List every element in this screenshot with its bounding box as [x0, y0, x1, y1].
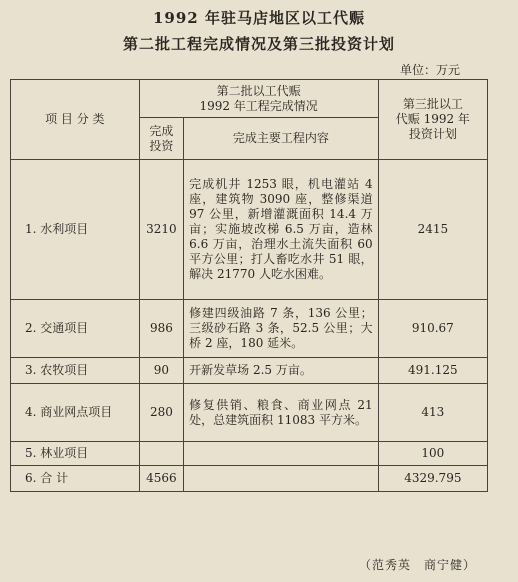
row-category: 3. 农牧项目 [11, 358, 140, 384]
row-plan: 2415 [378, 160, 487, 300]
row-content: 开新发草场 2.5 万亩。 [184, 358, 379, 384]
table-row-total [11, 466, 488, 492]
header-completed-line-2: 投资 [149, 138, 174, 153]
header-category: 项 目 分 类 [11, 80, 140, 160]
row-completed: 3210 [139, 160, 184, 300]
header-group-line-2: 1992 年工程完成情况 [199, 98, 318, 113]
row-completed: 90 [139, 358, 184, 384]
row-completed: 986 [139, 300, 184, 358]
row-plan: 413 [378, 384, 487, 442]
row-plan: 491.125 [378, 358, 487, 384]
row-content: 修建四级油路 7 条，136 公里；三级砂石路 3 条，52.5 公里；大桥 2 座，180 延米。 [184, 300, 379, 358]
row-completed: 4566 [139, 466, 184, 492]
row-completed [139, 442, 184, 466]
row-category: 2. 交通项目 [11, 300, 140, 358]
unit-label: 单位：万元 [399, 63, 460, 77]
header-main-content: 完成主要工程内容 [184, 118, 379, 160]
title-line-2: 第二批工程完成情况及第三批投资计划 [122, 35, 395, 53]
header-row-1 [11, 80, 488, 118]
table-row [11, 160, 488, 300]
investment-table [10, 79, 488, 492]
row-category: 1. 水利项目 [11, 160, 140, 300]
row-content [184, 466, 379, 492]
row-content: 修复供销、粮食、商业网点 21 处，总建筑面积 11083 平方米。 [184, 384, 379, 442]
table-row [11, 300, 488, 358]
row-category: 4. 商业网点项目 [11, 384, 140, 442]
header-group-line-1: 第二批以工代赈 [216, 83, 301, 98]
header-plan-line-2: 代赈 1992 年 [395, 112, 470, 126]
row-plan: 4329.795 [378, 466, 487, 492]
author-credit: （范秀英 商宁健） [358, 558, 476, 572]
table-row [11, 358, 488, 384]
header-plan [378, 80, 487, 160]
row-content [184, 442, 379, 466]
row-plan: 100 [378, 442, 487, 466]
row-category: 5. 林业项目 [11, 442, 140, 466]
row-content: 完成机井 1253 眼，机电灌站 4 座，建筑物 3090 座，整修渠道 97 公里，新增灌溉面积 14.4 万亩；实施坡改梯 6.5 万亩，造林 6.6 万亩，治理水土流失面积 60 平方公里；打人畜吃水井 51 眼，解决 21770 人吃水困难。 [184, 160, 379, 300]
row-plan: 910.67 [378, 300, 487, 358]
table-row [11, 384, 488, 442]
header-completed-line-1: 完成 [149, 123, 174, 138]
header-completed-investment [139, 118, 184, 160]
title-line-1: 1992 年驻马店地区以工代赈 [153, 9, 365, 27]
row-category: 6. 合 计 [11, 466, 140, 492]
row-completed: 280 [139, 384, 184, 442]
header-plan-line-3: 投资计划 [408, 127, 457, 141]
table-row [11, 442, 488, 466]
header-plan-line-1: 第三批以工 [402, 97, 463, 111]
header-group [139, 80, 378, 118]
